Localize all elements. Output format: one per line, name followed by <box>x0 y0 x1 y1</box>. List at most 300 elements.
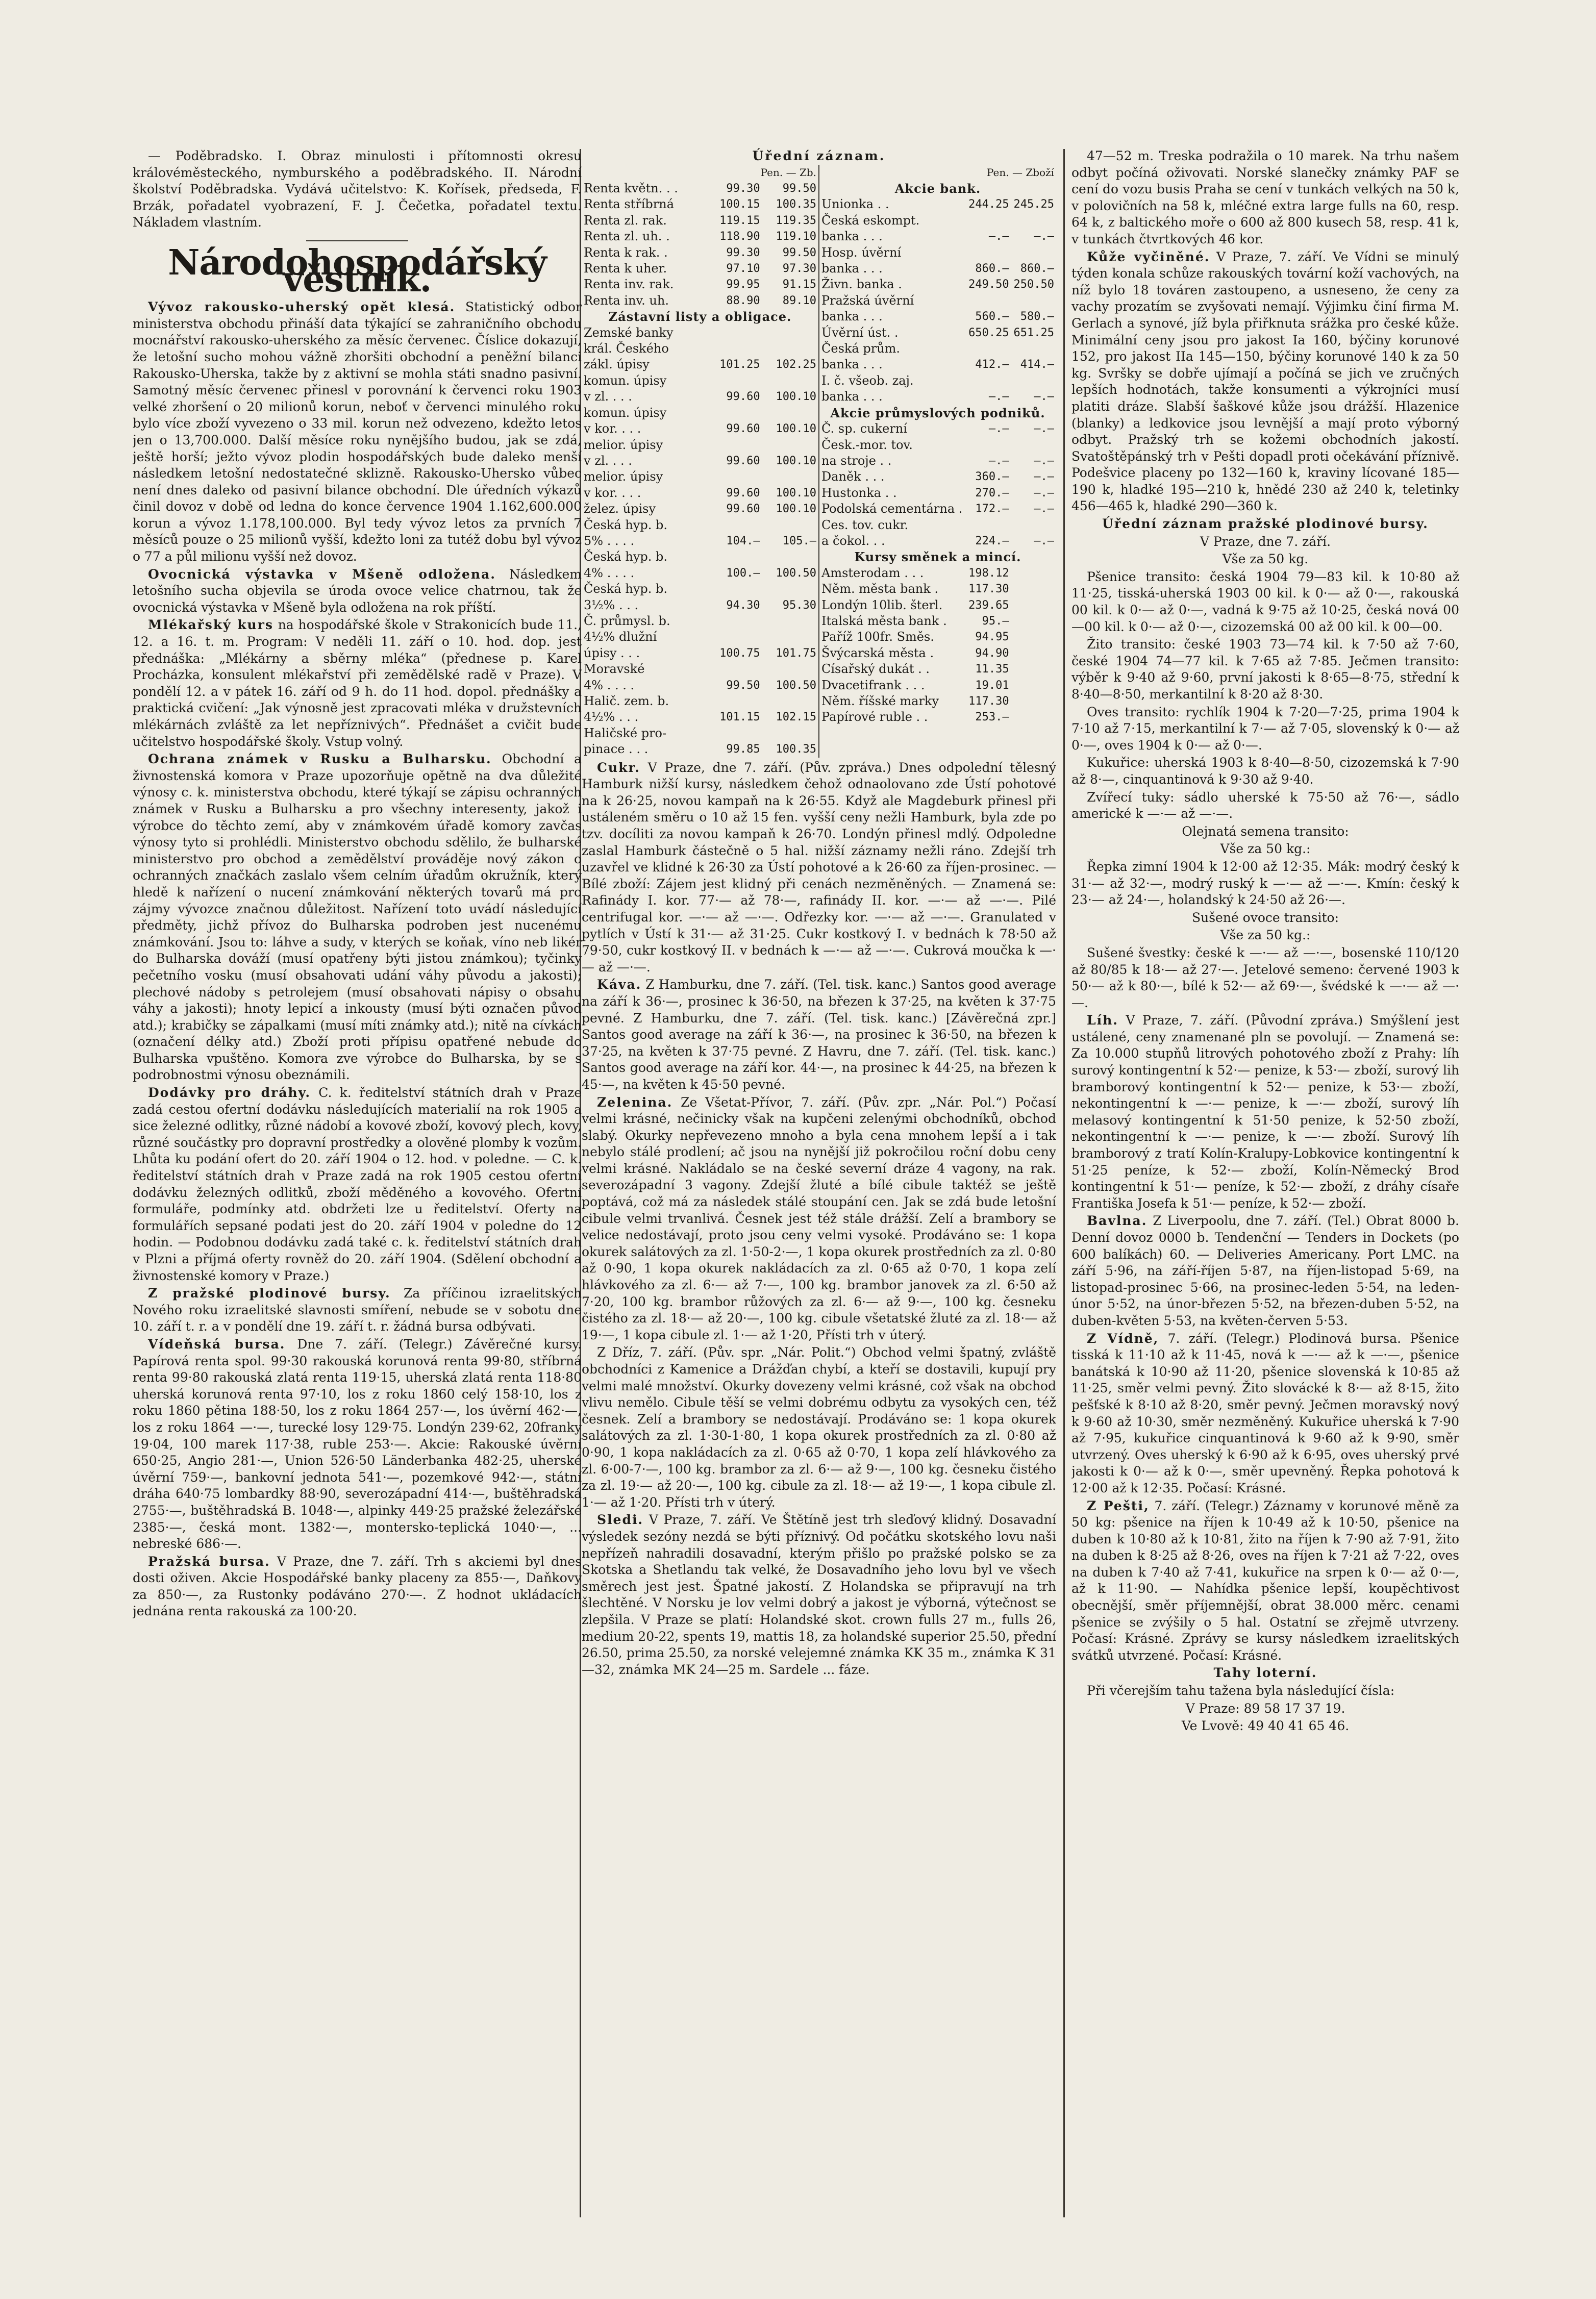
row-value: —.— <box>1034 534 1054 547</box>
right-article <box>1071 1718 1459 1735</box>
bond-row <box>582 726 818 741</box>
row-value: 249.50 <box>968 278 1009 291</box>
row-label: v kor. . . . <box>584 421 641 436</box>
right-article <box>1071 551 1459 568</box>
fx-heading: Kursy směnek a mincí. <box>854 549 1021 565</box>
row-value: 245.25 <box>1013 198 1054 211</box>
row-value <box>706 661 762 677</box>
article-text: Žito transito: české 1903 73—74 kil. k 7·50 až 7·60, české 1904 74—77 kil. k 7·65 až 7·85. Ječmen transito: výběr k 9·40 až 9·60, první jakosti k 8·65—8·75, střední k 8·40—8·50, merkantilní k 8·20 až 8·30. <box>1071 637 1459 702</box>
right-article <box>1071 1213 1459 1329</box>
right-article <box>1071 636 1459 703</box>
row-label: 4% . . . . <box>584 678 635 692</box>
row-label: Ces. tov. cukr. <box>821 517 909 532</box>
bond-row <box>582 357 818 372</box>
row-label: král. Českého <box>584 341 669 356</box>
row-label: pinace . . . <box>584 742 649 757</box>
stock-row <box>819 245 1056 261</box>
article-lead: Káva. <box>597 977 642 992</box>
bond-row <box>582 421 818 437</box>
separator <box>306 240 408 241</box>
row-value: 94.95 <box>975 631 1009 644</box>
row-label: Něm. říšské marky <box>821 694 939 708</box>
article-text: V Praze, 7. září. (Původní zpráva.) Smýšlení jest ustálené, ceny znamenané pln se povolují. — Znamená se: Za 10.000 stupňů litrových pohotového zboží z Prahy: líh surový kontingentní k 52·— penize, k 53·— zboží, surový lih bramborový kontingentní k 52·— penize, k 53·— zboží, nekontingentní k —·— penize, k —·— zboží, surový líh melasový kontingentní k 51·50 penize, k 52·50 zboží, nekontingentní k —·— penize, k —·— zboží. Surový líh bramborový z tratí Kolín-Kralupy-Lobkovice kontingentní k 51·25 peníze, k 52·— zboží, Kolín-Německý Brod kontingentní k 51·— peníze, k 52·— zboží, z dráhy císaře Františka Josefa k 51·— peníze, k 52·— zboží. <box>1071 1013 1459 1211</box>
row-value <box>706 341 762 357</box>
row-value: 99.60 <box>726 454 760 467</box>
row-value: 100.50 <box>776 566 816 580</box>
article-lead: Vídeňská bursa. <box>148 1336 286 1352</box>
bond-row <box>582 533 818 549</box>
article-text: Dne 7. září. (Telegr.) Závěrečné kursy. Papírová renta spol. 99·30 rakouská korunová renta 99·80, stříbrná renta 99·80 rakouská zlatá renta 119·15, uherská zlatá renta 118·80 uherská korunová renta 97·10, los z roku 1860 celý 158·10, los z roku 1860 pětina 188·50, los z roku 1864 257·—, los úvěrní 462·—, los z roku 1864 —·—, turecké losy 129·75. Londýn 239·62, 20franky 19·04, 100 marek 117·38, ruble 253·—. Akcie: Rakouské úvěrní 650·25, Angio 281·—, Union 526·50 Länderbanka 482·25, uherské úvěrní 759·—, bankovní jednota 541·—, pozemkové 942·—, státní dráha 640·75 lombardky 88·90, severozápadní 414·—, buštěhradská 2755·—, buštěhradská B. 1048·—, alpinky 449·25 pražské železářské 2385·—, česká mont. 1382·—, montersko-teplická 1040·—, ... nebreské 686·—. <box>133 1336 582 1552</box>
row-value: 270.— <box>975 486 1009 499</box>
right-article <box>1071 755 1459 788</box>
row-label: zákl. úpisy <box>584 357 650 372</box>
row-label: komun. úpisy <box>584 405 667 420</box>
row-value: 97.10 <box>726 262 760 276</box>
renta-row <box>582 196 818 212</box>
stock-row <box>819 277 1056 292</box>
left-article <box>133 617 582 750</box>
bond-row <box>582 453 818 469</box>
row-value: 99.60 <box>726 503 760 516</box>
row-value <box>762 549 818 565</box>
row-label: 4% . . . . <box>584 565 635 580</box>
article-text: Sušené švestky: české k —·— až —·—, bosenské 110/120 až 80/85 k 18·— až 27·—. Jetelové semeno: červené 1903 k 50·— až k 80·—, bílé k 52·— až 69·—, švédské k —·— až —·—. <box>1071 945 1459 1010</box>
right-article <box>1071 927 1459 944</box>
column-rule-right <box>1063 149 1065 2217</box>
bond-row <box>582 597 818 613</box>
row-label: Č. sp. cukerní <box>821 421 907 436</box>
bond-row <box>582 325 818 341</box>
right-article <box>1071 910 1459 927</box>
row-value: 119.10 <box>776 230 816 243</box>
bond-row <box>582 661 818 677</box>
industry-row <box>819 453 1056 469</box>
row-value <box>762 581 818 597</box>
fx-row <box>819 597 1056 613</box>
row-label: Česká hyp. b. <box>584 582 667 596</box>
fx-row <box>819 613 1056 629</box>
row-value: 99.60 <box>726 422 760 436</box>
stock-row <box>819 261 1056 277</box>
row-value: 100.10 <box>776 454 816 467</box>
middle-article <box>582 1094 1056 1344</box>
left-column <box>133 148 582 2238</box>
right-article <box>1071 1331 1459 1497</box>
industry-row <box>819 501 1056 517</box>
middle-article <box>582 760 1056 976</box>
industry-row <box>819 485 1056 501</box>
article-text: Pšenice transito: česká 1904 79—83 kil. k 10·80 až 11·25, tisská-uherská 1903 00 kil. k 0·— až 0·—, rakouská 00 kil. k 0·— až 0·—, vadná k 9·75 až 10·25, česká nová 00—00 kil. k 0·— až 0·—, cizozemská 00 až 00 kil. k 00—00. <box>1071 569 1459 634</box>
row-value: 99.60 <box>726 390 760 404</box>
article-lead: Kůže vyčiněné. <box>1087 249 1210 264</box>
row-value: 198.12 <box>968 566 1009 580</box>
row-value <box>706 373 762 389</box>
industry-heading: Akcie průmyslových podniků. <box>830 405 1045 420</box>
stock-row <box>819 389 1056 405</box>
article-lead: Ochrana známek v Rusku a Bulharsku. <box>148 752 492 767</box>
row-value <box>706 581 762 597</box>
row-value: 99.30 <box>726 246 760 259</box>
row-value: 412.— <box>975 358 1009 371</box>
row-value: 102.25 <box>776 358 816 371</box>
row-value: 244.25 <box>968 198 1009 211</box>
bond-row <box>582 389 818 405</box>
middle-articles <box>582 760 1056 1679</box>
row-label: a čokol. . . <box>821 533 885 548</box>
row-value: 94.30 <box>726 598 760 612</box>
article-lead: Z Vídně, <box>1087 1331 1159 1346</box>
row-value: 100.10 <box>776 390 816 404</box>
row-value <box>1011 213 1056 229</box>
row-value: 172.— <box>975 503 1009 516</box>
row-value: 119.15 <box>719 214 760 227</box>
row-label: Česká prům. <box>821 341 901 356</box>
bond-row <box>582 501 818 517</box>
row-value: 101.15 <box>719 711 760 724</box>
row-value <box>706 405 762 421</box>
row-label: banka . . . <box>821 357 883 372</box>
row-label: na stroje . . <box>821 453 892 468</box>
row-value: 105.— <box>782 534 816 547</box>
row-value: —.— <box>1034 454 1054 467</box>
stock-table <box>819 165 1056 726</box>
row-value <box>966 373 1011 389</box>
article-text: Olejnatá semena transito: <box>1182 823 1349 839</box>
row-label: Česk.-mor. tov. <box>821 437 913 452</box>
article-text: V Praze: 89 58 17 37 19. <box>1185 1701 1345 1716</box>
row-value: —.— <box>988 454 1009 467</box>
renta-table <box>582 165 818 758</box>
article-lead: Ovocnická výstavka v Mšeně odložena. <box>148 566 496 582</box>
row-label: Italská města bank . <box>821 613 947 628</box>
row-value: 860.— <box>975 262 1009 276</box>
article-text: V Praze, dne 7. září. <box>1200 534 1331 549</box>
row-label: Císařský dukát . . <box>821 662 930 677</box>
table-colhead: Pen. — Zboží <box>986 166 1054 179</box>
bond-row <box>582 485 818 501</box>
row-value: 95.— <box>982 614 1009 628</box>
row-value: 99.95 <box>726 278 760 291</box>
left-article <box>133 566 582 616</box>
row-value: 99.30 <box>726 182 760 195</box>
row-value: —.— <box>1034 230 1054 243</box>
row-value <box>762 726 818 741</box>
row-value <box>966 517 1011 533</box>
right-article <box>1071 823 1459 840</box>
article-text: C. k. ředitelství státních drah v Praze zadá cestou ofertní dodávku následujících materialií na rok 1905 a sice železné odlitky, různé nádobí a kovové zboží, kovový plech, kovy, různé součástky pro dopravní prostředky a olověné plomby k vozům. Lhůta ku podání ofert do 20. září 1904 o 12. hod. v poledne. — C. k. ředitelství státních drah v Praze zadá na rok 1905 cestou ofertní dodávku železných odlitků, zboží měděného a kovového. Ofertní formuláře, podmínky atd. obdržeti lze u ředitelství. Oferty na formulářích sepsané podati jest do 20. září 1904 v poledne do 12 hodin. — Podobnou dodávku zadá také c. k. ředitelství státních drah v Plzni a příjmá oferty rovněž do 20. září 1904. (Sdělení obchodní a živnostenské komory v Praze.) <box>133 1085 582 1283</box>
row-value: 100.35 <box>776 743 816 756</box>
section-masthead: Národohospodářský věstník. <box>168 242 546 300</box>
industry-row <box>819 533 1056 549</box>
row-label: Hustonka . . <box>821 485 897 500</box>
row-label: Česká hyp. b. <box>584 517 667 532</box>
row-label: Renta k uher. <box>584 261 667 276</box>
row-label: 4½% dlužní <box>584 630 657 644</box>
fx-row <box>819 661 1056 677</box>
bond-row <box>582 741 818 757</box>
middle-article <box>582 977 1056 1093</box>
row-value: 253.— <box>975 711 1009 724</box>
right-article <box>1071 945 1459 1011</box>
row-value <box>966 245 1011 261</box>
row-label: Živn. banka . <box>821 277 902 292</box>
row-label: Paříž 100fr. Směs. <box>821 630 934 644</box>
article-lead: Líh. <box>1087 1013 1118 1028</box>
article-lead: Vývoz rakousko-uherský opět klesá. <box>148 299 456 315</box>
row-label: komun. úpisy <box>584 373 667 388</box>
article-text: V Praze, dne 7. září. Trh s akciemi byl dnes dosti oživen. Akcie Hospodářské banky placeny za 855·—, Daňkovy za 850·—, za Rustonky podáváno 270·—. Z hodnot ukládacích jednána renta rakouská za 100·20. <box>133 1554 582 1619</box>
article-lead: Dodávky pro dráhy. <box>148 1085 311 1101</box>
row-label: 4½% . . . <box>584 710 639 724</box>
article-text: Zvířecí tuky: sádlo uherské k 75·50 až 76·—, sádlo americké k —·— až —·—. <box>1071 789 1459 821</box>
right-article <box>1071 1012 1459 1212</box>
row-value: 860.— <box>1020 262 1054 276</box>
bond-row <box>582 693 818 709</box>
row-value: 100.— <box>726 566 760 580</box>
row-value <box>966 437 1011 453</box>
row-label: 5% . . . . <box>584 533 635 548</box>
row-value <box>762 613 818 629</box>
right-article <box>1071 704 1459 754</box>
row-label: Pražská úvěrní <box>821 293 914 308</box>
bond-row <box>582 629 818 645</box>
row-value: —.— <box>1034 486 1054 499</box>
row-value: 100.75 <box>719 646 760 660</box>
renta-row <box>582 261 818 277</box>
row-value: 100.10 <box>776 486 816 499</box>
row-label: melior. úpisy <box>584 469 663 484</box>
book-notice: — Poděbradsko. I. Obraz minulosti i přítomnosti okresu královéměsteckého, nymburského a poděbradského. II. Národní školství Poděbradska. Vydává učitelstvo: K. Kořísek, předseda, F. Brzák, pořadatel vyobrazení, F. J. Čečetka, pořadatel textu. Nákladem vlastním. <box>133 148 582 230</box>
row-label: v zl. . . . <box>584 453 632 468</box>
right-article <box>1071 789 1459 822</box>
stock-row <box>819 309 1056 324</box>
row-value: 88.90 <box>726 294 760 307</box>
row-label: v zl. . . . <box>584 389 632 404</box>
article-text: 7. září. (Telegr.) Záznamy v korunové měně za 50 kg: pšenice na říjen k 10·49 až k 10·50, pšenice na duben k 10·80 až k 10·81, žito na říjen k 7·90 až 7·91, žito na duben k 8·25 až 8·26, oves na říjen k 7·21 až 7·22, oves na duben k 7·40 až 7·41, kukuřice na srpen k 0·— až 0·—, až k 11·90. — Nahídka pšenice lepší, koupěchtivost obecnější, směr příjemnější, obrat 38.000 měrc. cenami pšenice se zvýšily o 5 hal. Ostatní se zřejmě utvrzeny. Počasí: Krásné. Zprávy se kursy následkem izraelitských svátků utvrzené. Počasí: Krásné. <box>1071 1498 1459 1663</box>
row-label: Švýcarská města . <box>821 645 934 660</box>
right-article <box>1071 148 1459 248</box>
row-value <box>706 549 762 565</box>
row-value: 414.— <box>1020 358 1054 371</box>
row-value <box>706 325 762 341</box>
article-text: Řepka zimní 1904 k 12·00 až 12·35. Mák: modrý český k 31·— až 32·—, modrý ruský k —·— až —·—. Kmín: český k 23·— až 24·—, holandský k 24·50 až 26·—. <box>1071 859 1459 908</box>
row-value <box>966 213 1011 229</box>
row-label: melior. úpisy <box>584 437 663 452</box>
article-text: Oves transito: rychlík 1904 k 7·20—7·25, prima 1904 k 7·10 až 7·15, merkantilní k 7·— až 7·05, slovenský k 0·— až 0·—, oves 1904 k 0·— až 0·—. <box>1071 704 1459 753</box>
row-value <box>1011 517 1056 533</box>
row-value: —.— <box>1034 470 1054 484</box>
row-value <box>706 726 762 741</box>
exchange-table-right <box>819 165 1056 758</box>
row-label: Unionka . . <box>821 197 889 212</box>
row-label: Česká eskompt. <box>821 213 920 228</box>
bond-row <box>582 549 818 565</box>
left-article <box>133 1554 582 1620</box>
article-text: Statistický odbor ministerstva obchodu přináší data týkající se zahraničního obchodu mocnářství rakousko-uherského za měsíc červenec. Číslice dokazují, že letošní sucho mohou vážně zhoršiti obchodní a peněžní bilanci Rakousko-Uherska, takže by z aktivní se mohla státi snadno pasivní. Samotný měsíc červenec přinesl v porovnání k červenci roku 1903 velké zhoršení o 20 milionů korun, neboť v červenci minulého roku bylo více zboží vyvezeno o 33 mil. korun než odvezeno, kdežto letos jen o 13,700.000. Další měsíce roku nynějšího budou, jak se zdá, ještě horší; ježto vývoz plodin hospodářských bude daleko menší následkem letošní nedostatečné sklizně. Rakousko-Uhersko vůbec není dnes daleko od pasivní bilance obchodní. Dle úředních výkazů činil dovoz v době od ledna do konce července 1904 1.162,600.000 korun a vývoz 1.178,100.000. Byl tedy vývoz letos za prvních 7 měsíců pouze o 25 milionů vyšší, kdežto loni za tutéž dobu byl vývoz o 77 a půl milionu vyšší než dovoz. <box>133 299 582 564</box>
article-text: Ze Všetat-Přívor, 7. září. (Pův. zpr. „Nár. Pol.“) Počasí velmi krásné, nečinicky však na kupčeni zelenými obchodníků, obchod slabý. Okurky nepřevezeno mnoho a byla cena mnohem lepší a i tak nebylo stálé prodlení; ač jsou na nynější již pokročilou roční dobu ceny velmi krásné. Nakládalo se na české severní dráze 4 vagony, na rak. severozápadní 3 vagony. Zdejší žluté a bílé cibule taktéž se ještě poptává, což má za následek stálé stoupání cen. Jak se zdá bude letošní cibule velmi trvanlivá. Česnek jest též stále drážší. Zelí a brambory se velice nedostávají, proto jsou ceny velmi vysoké. Prodáváno se: 1 kopa okurek salátových za zl. 1·50-2·—, 1 kopa okurek prostředních za zl. 0·80 až 0·90, 1 kopa okurek nakládacích za zl. 0·65 až 0·70, 1 kopa zelí hlávkového za zl. 6·— až 7·—, 100 kg. brambor janovek za zl. 6·50 až 7·20, 100 kg. brambor růžových za zl. 6·— až 9·—, 100 kg. česneku čistého za zl. 18·— až 20·—, 100 kg. cibule všetatské žluté za zl. 18·— až 19·—, 1 kopa cibule zl. 1·— až 1·20, Přísti trh v úterý. <box>582 1094 1056 1342</box>
middle-column <box>582 148 1056 2238</box>
row-value: 99.85 <box>726 743 760 756</box>
row-value: 239.65 <box>968 598 1009 612</box>
right-article <box>1071 1665 1459 1682</box>
row-value <box>706 693 762 709</box>
stocks-heading: Akcie bank. <box>894 181 981 196</box>
fx-row <box>819 709 1056 725</box>
stock-row <box>819 341 1056 357</box>
article-text: V Praze, 7. září. Ve Štětíně jest trh sleďový klidný. Dosavadní výsledek sezóny nezdá se býti příznivý. Od počátku skotského lovu naši nepřízeň nahradili dosavadní, kterým přišlo po pražské polsko se za Skotska a Shetlandu tak velké, že Dosavadního jeho lovu byl ve všech směrech jest jest. Špatné jakostí. Z Holandska se připravují na trh šlechtěné. V Norsku je lov velmi dobrý a jakost je výborná, výtečnost se zlepšila. V Praze se platí: Holandské skot. crown fulls 27 m., fulls 26, medium 20-22, spents 19, mattis 18, za holandské superior 25.50, přední 26.50, prima 25.50, za norské velejemné známka KK 35 m., známka K 31—32, známka MK 24—25 m. Sardele ... fáze. <box>582 1512 1056 1677</box>
stock-row <box>819 229 1056 244</box>
bond-row <box>582 405 818 421</box>
row-value: —.— <box>988 390 1009 404</box>
article-text: Při včerejším tahu tažena byla následující čísla: <box>1087 1683 1395 1698</box>
row-value <box>762 517 818 533</box>
left-article <box>133 1085 582 1284</box>
row-value: 100.15 <box>719 198 760 211</box>
row-value: 117.30 <box>968 583 1009 596</box>
right-article <box>1071 569 1459 635</box>
row-value: 360.— <box>975 470 1009 484</box>
exchange-table-left <box>582 165 819 758</box>
bond-row <box>582 469 818 485</box>
row-value: 651.25 <box>1013 326 1054 339</box>
renta-row <box>582 181 818 196</box>
row-value: 97.30 <box>782 262 816 276</box>
row-value <box>762 341 818 357</box>
article-lead: Sledi. <box>597 1512 644 1528</box>
article-text: V Praze, 7. září. Ve Vídni se minulý týden konala schůze rakouských tovární koží vachových, na níž bylo 18 továren zastoupeno, a usneseno, že ceny za vachy prozatím se zvyšovati nemají. Výjimku činí firma M. Gerlach a synové, jíž byla přiřknuta srážka pro české kůže. Minimální ceny jsou pro jakost Ia 160, býčiny korunové 152, pro jakost IIa 145—150, býčiny korunové 140 k za 50 kg. Svršky se dobře ujímají a počíná se jich ve zručných lepších hodnotách, takže konsumenti a výkrojníci musí platiti dráze. Slabší šaškové kůže jsou drážší. Hlazenice (blanky) a ledkovice jsou levnější a mají proto výborný odbyt. Pražský trh se kožemi obchodních jakostí. Svatoštěpánský trh v Pešti dopadl proti očekávání příznivě. Podešvice placeny po 132—160 k, kraviny lícované 185—190 k, hladké 195—210 k, hnědé 230 až 240 k, teletinky 456—465 k, hladké 290—360 k. <box>1071 249 1459 514</box>
row-value <box>762 661 818 677</box>
article-text: 7. září. (Telegr.) Plodinová bursa. Pšenice tisská k 11·10 až k 11·45, nová k —·— až k —·—, pšenice banátská k 10·90 až 11·20, pšenice slovenská k 10·85 až 11·25, směr velmi pevný. Žito slovácké k 8·— až 8·15, žito pešťské k 8·10 až 8·20, směr pevný. Ječmen moravský nový k 9·60 až 10·30, směr nezměněný. Kukuřice uherská k 7·90 až 7·95, kukuřice cinquantinová k 9·60 až k 9·90, směr utvrzený. Oves uherský k 6·90 až k 6·95, oves uherský prvé jakosti k 0·— až k 0·—, směr upevněný. Řepka pohotová k 12·00 až k 12·35. Počasí: Krásné. <box>1071 1331 1459 1495</box>
row-value: —.— <box>988 422 1009 436</box>
row-label: Renta zl. uh. . <box>584 229 670 244</box>
article-text: Vše za 50 kg. <box>1222 552 1309 567</box>
article-lead: Úřední záznam pražské plodinové bursy. <box>1102 516 1429 532</box>
article-text: Sušené ovoce transito: <box>1191 910 1339 925</box>
right-article <box>1071 1683 1459 1700</box>
stock-row <box>819 293 1056 309</box>
row-label: I. č. všeob. zaj. <box>821 373 914 388</box>
official-record-heading: Úřední záznam. <box>752 148 886 163</box>
right-article <box>1071 516 1459 533</box>
article-lead: Mlékařský kurs <box>148 617 273 633</box>
row-label: Haličské pro- <box>584 726 667 740</box>
row-value: 101.25 <box>719 358 760 371</box>
bond-row <box>582 437 818 453</box>
fx-row <box>819 678 1056 693</box>
row-value <box>1011 293 1056 309</box>
article-text: Z Liverpoolu, dne 7. září. (Tel.) Obrat 8000 b. Denní dovoz 0000 b. Tendenční — Tenders in Dockets (po 600 balíkách) 60. — Deliveries Americany. Port LMC. na září 5·96, na září-říjen 5·87, na říjen-listopad 5·69, na listopad-prosinec 5·66, na prosinec-leden 5·54, na leden-únor 5·52, na únor-březen 5·52, na březen-duben 5·52, na duben-květen 5·53, na květen-červen 5·53. <box>1071 1213 1459 1328</box>
fx-row <box>819 581 1056 597</box>
row-label: Renta inv. rak. <box>584 277 674 292</box>
fx-row <box>819 693 1056 709</box>
row-value: 91.15 <box>782 278 816 291</box>
row-value <box>762 325 818 341</box>
row-value: 100.10 <box>776 422 816 436</box>
row-label: Zemské banky <box>584 325 674 340</box>
stock-row <box>819 357 1056 372</box>
row-label: Papírové ruble . . <box>821 710 928 724</box>
article-text: Za příčinou izraelitských Nového roku izraelitské slavnosti smíření, nebude se v sobotu dne 10. září t. r. a v pondělí dne 19. září t. r. žádná bursa odbývati. <box>133 1286 582 1334</box>
right-articles <box>1071 148 1459 1735</box>
right-article <box>1071 1701 1459 1717</box>
row-value: 99.50 <box>782 246 816 259</box>
row-label: Daněk . . . <box>821 469 885 484</box>
row-label: Halič. zem. b. <box>584 694 669 708</box>
row-value <box>762 469 818 485</box>
row-value: 95.30 <box>782 598 816 612</box>
bond-row <box>582 645 818 661</box>
renta-row <box>582 245 818 261</box>
stock-row <box>819 196 1056 212</box>
row-label: Dvacetifrank . . . <box>821 678 925 692</box>
row-label: Moravské <box>584 662 645 677</box>
row-label: banka . . . <box>821 309 883 324</box>
row-label: Podolská cementárna . <box>821 502 963 516</box>
stock-row <box>819 213 1056 229</box>
row-value <box>966 293 1011 309</box>
row-value <box>706 469 762 485</box>
row-value: 102.15 <box>776 711 816 724</box>
left-article <box>133 751 582 1084</box>
row-value <box>1011 373 1056 389</box>
right-article <box>1071 534 1459 551</box>
row-label: banka . . . <box>821 229 883 244</box>
right-article <box>1071 841 1459 858</box>
article-lead: Bavlna. <box>1087 1213 1148 1229</box>
row-value: 89.10 <box>782 294 816 307</box>
bond-row <box>582 613 818 629</box>
row-value: 650.25 <box>968 326 1009 339</box>
row-value: 100.10 <box>776 503 816 516</box>
article-lead: Cukr. <box>597 760 640 775</box>
row-value <box>706 629 762 645</box>
row-value: 118.90 <box>719 230 760 243</box>
stock-row <box>819 325 1056 341</box>
left-article <box>133 1285 582 1335</box>
fx-row <box>819 565 1056 581</box>
row-value: 11.35 <box>975 663 1009 676</box>
row-value <box>762 373 818 389</box>
row-label: Něm. města bank . <box>821 582 939 596</box>
row-value: —.— <box>1034 390 1054 404</box>
row-label: Úvěrní úst. . <box>821 325 899 340</box>
industry-row <box>819 469 1056 485</box>
industry-row <box>819 517 1056 533</box>
row-label: želez. úpisy <box>584 502 656 516</box>
bond-row <box>582 373 818 389</box>
right-article <box>1071 249 1459 515</box>
article-lead: Zelenina. <box>597 1094 673 1110</box>
row-value: 104.— <box>726 534 760 547</box>
row-value: —.— <box>988 230 1009 243</box>
row-label: 3½% . . . <box>584 597 639 612</box>
row-label: banka . . . <box>821 261 883 276</box>
bonds-heading: Zástavní listy a obligace. <box>608 309 792 324</box>
row-value: —.— <box>1034 422 1054 436</box>
renta-row <box>582 213 818 229</box>
article-text: Kukuřice: uherská 1903 k 8·40—8·50, cizozemská k 7·90 až 8·—, cinquantinová k 9·30 až 9·40. <box>1071 755 1459 787</box>
row-value <box>762 629 818 645</box>
left-article <box>133 299 582 565</box>
article-text: Obchodní a živnostenská komora v Praze upozorňuje opětně na dva důležité výnosy c. k. ministerstva obchodu, které týkají se zápisu ochranných známek v Rusku a Bulharsku a pro všechny interesenty, jakož i výrobce do těchto zemí, aby v známkovém úřadě komory zavčas výnosy tyto si prohlédli. Ministerstvo obchodu sdělilo, že bulharské ministerstvo pro obchod a zemědělství prováděje nový zákon o ochranných značkách zaslalo všem celním úřadům okružník, který hledě k nařízení o nucení známkování některých tovarů má pro zájmy vývozce značnou důležitost. Nařízení toto uvádí následující předměty, jichž přívoz do Bulharska podroben jest nucenému známkování. Jsou to: láhve a sudy, v kterých se koňak, víno neb likér do Bulharska dováží (musí opatřeny býti jistou známkou); tyčinky pečetního vosku (musí obsahovati udání váhy původu a jakosti); plechové nádoby s petrolejem (musí obsahovati nápisy o obsahu váhy a jakosti); hnoty lepicí a inkousty (musí býti označen původ atd.); krabičky se zápalkami (musí míti známky atd.); nitě na cívkách (označení délky atd.) Zboží proti přípisu opatřené nebude do Bulharska vpuštěno. Komora zve výrobce do Bulharska, by se s podrobnostmi výnosu obeznámili. <box>133 752 582 1083</box>
article-lead: Pražská bursa. <box>148 1554 270 1569</box>
industry-row <box>819 421 1056 437</box>
row-value <box>762 405 818 421</box>
row-value <box>762 693 818 709</box>
row-value: 100.50 <box>776 679 816 692</box>
row-value <box>706 517 762 533</box>
row-label: Amsterodam . . . <box>821 565 924 580</box>
